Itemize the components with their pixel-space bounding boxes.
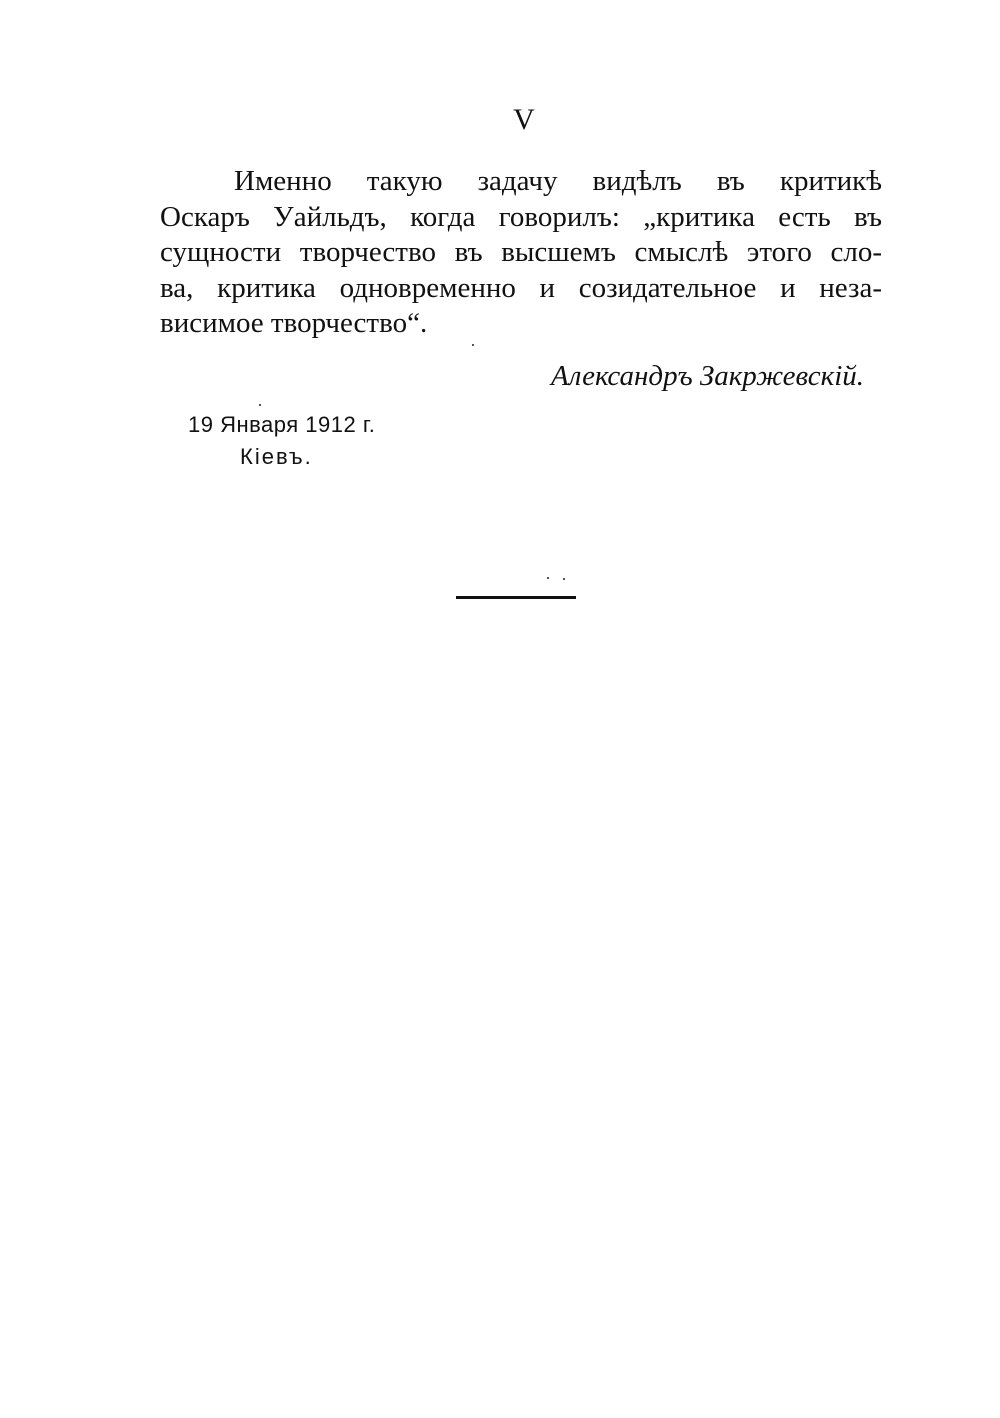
date-line: 19 Января 1912 г. bbox=[188, 412, 376, 437]
place-line: Кiевъ. bbox=[240, 444, 313, 469]
paragraph-line: сущности творчество въ высшемъ смыслѣ этого сло- bbox=[160, 236, 882, 268]
paragraph bbox=[160, 164, 882, 342]
author-signature: Александръ Закржевскiй. bbox=[550, 360, 864, 392]
paragraph-line: ва, критика одновременно и созидательное и неза- bbox=[160, 271, 882, 304]
page-number: V bbox=[513, 103, 535, 136]
end-rule bbox=[456, 596, 576, 599]
paragraph-line: Оскаръ Уайльдъ, когда говорилъ: „критика есть въ bbox=[160, 200, 882, 233]
print-speck bbox=[547, 577, 549, 579]
paragraph-line: Именно такую задачу видѣлъ въ критикѣ bbox=[234, 165, 882, 197]
print-speck bbox=[563, 578, 565, 580]
print-speck bbox=[259, 404, 261, 406]
paragraph-line: висимое творчество“. bbox=[160, 307, 428, 339]
print-speck bbox=[472, 344, 474, 346]
